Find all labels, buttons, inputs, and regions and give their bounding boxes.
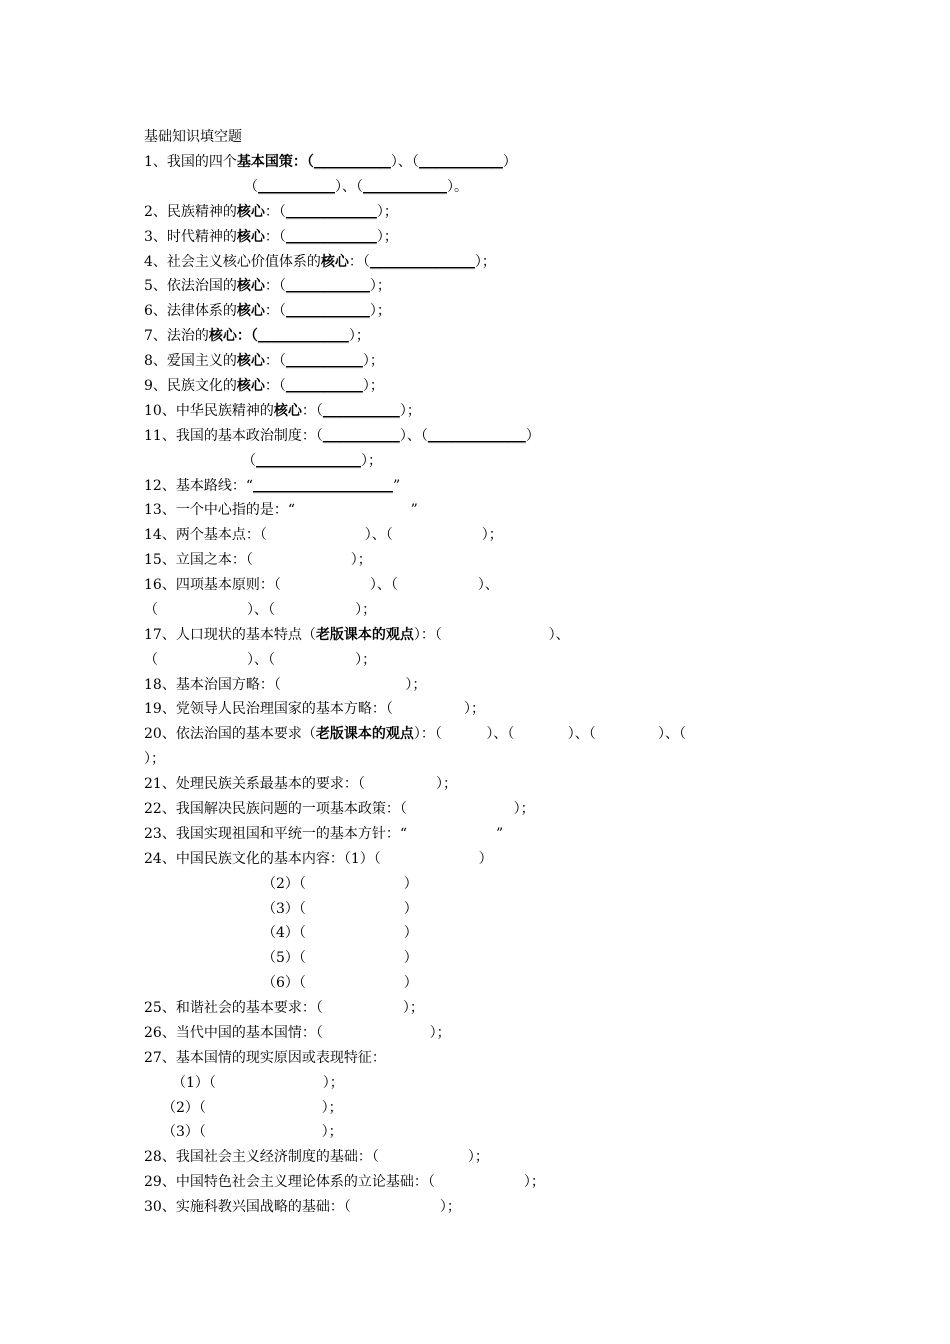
q8-blank[interactable]: ___________ <box>285 353 363 369</box>
q10-end: ）； <box>399 403 421 419</box>
question-1 <box>144 153 517 171</box>
question-17-cont: （ ）、（ ）； <box>144 652 377 668</box>
question-5 <box>144 277 391 295</box>
question-19: 19、党领导人民治理国家的基本方略：（ ）； <box>144 701 486 717</box>
q2-bold: 核心 <box>236 204 265 220</box>
question-21: 21、处理民族关系最基本的要求：（ ）； <box>144 776 458 792</box>
q1-blank-3[interactable]: ___________ <box>258 179 335 195</box>
question-23: 23、我国实现祖国和平统一的基本方针：“ ” <box>144 826 504 842</box>
q8-text: 8、爱国主义的 <box>144 353 237 369</box>
q4-bold: 核心 <box>320 254 349 270</box>
q12-text: 12、基本路线：“ <box>144 478 253 494</box>
q10-blank[interactable]: ___________ <box>322 403 400 419</box>
q1-bold: 基本国策 <box>236 154 293 170</box>
question-24-item-4: （4）（ ） <box>262 925 418 941</box>
q4-colon: ：（ <box>348 254 370 270</box>
question-6 <box>144 302 391 320</box>
q11-blank-3[interactable]: _______________ <box>256 453 361 469</box>
q9-text: 9、民族文化的 <box>144 378 237 394</box>
q20-bold: 老版课本的观点 <box>315 726 414 742</box>
question-24: 24、中国民族文化的基本内容：（1）（ ） <box>144 851 493 867</box>
q6-end: ）； <box>369 303 391 319</box>
question-25: 25、和谐社会的基本要求：（ ）； <box>144 1000 424 1016</box>
q3-blank[interactable]: _____________ <box>285 229 377 245</box>
question-16: 16、四项基本原则：（ ）、（ ）、 <box>144 577 499 593</box>
q1-blank-2[interactable]: ____________ <box>418 154 503 170</box>
q20-rest: ）：（ ）、（ ）、（ ）、（ <box>413 726 687 742</box>
q10-text: 10、中华民族精神的 <box>144 403 274 419</box>
q2-text: 2、民族精神的 <box>144 204 237 220</box>
q3-end: ）； <box>376 229 398 245</box>
q1-open-2: （ <box>244 179 258 195</box>
q17-bold: 老版课本的观点 <box>315 627 414 643</box>
q11-sep: ）、（ <box>399 428 428 444</box>
question-27: 27、基本国情的现实原因或表现特征： <box>144 1050 386 1066</box>
question-20 <box>144 725 686 743</box>
q6-text: 6、法律体系的 <box>144 303 237 319</box>
q9-colon: ：（ <box>264 378 286 394</box>
question-9 <box>144 377 384 395</box>
question-11-cont <box>242 452 382 470</box>
q7-text: 7、法治的 <box>144 328 209 344</box>
q7-blank[interactable]: _____________ <box>257 328 349 344</box>
question-24-item-2: （2）（ ） <box>262 876 418 892</box>
question-16-cont: （ ）、（ ）； <box>144 602 377 618</box>
q3-text: 3、时代精神的 <box>144 229 237 245</box>
q11-close: ） <box>525 428 540 444</box>
question-4 <box>144 253 496 271</box>
question-3 <box>144 228 398 246</box>
q1-blank-4[interactable]: ____________ <box>363 179 447 195</box>
q9-blank[interactable]: ___________ <box>285 378 363 394</box>
question-14: 14、两个基本点：（ ）、（ ）； <box>144 527 503 543</box>
q5-end: ）； <box>369 278 391 294</box>
q17-text: 17、人口现状的基本特点（ <box>144 627 316 643</box>
q1-text: 1、我国的四个 <box>144 154 237 170</box>
question-26: 26、当代中国的基本国情：（ ）； <box>144 1025 451 1041</box>
q17-rest: ）：（ ）、 <box>413 627 570 643</box>
q9-bold: 核心 <box>236 378 265 394</box>
q9-end: ）； <box>362 378 384 394</box>
question-2 <box>144 203 398 221</box>
q7-end: ）； <box>348 328 370 344</box>
q6-colon: ：（ <box>264 303 286 319</box>
q7-bold: 核心 <box>208 328 237 344</box>
q11-blank-1[interactable]: ___________ <box>322 428 400 444</box>
question-12 <box>144 477 400 495</box>
q5-bold: 核心 <box>236 278 265 294</box>
q20-text: 20、依法治国的基本要求（ <box>144 726 316 742</box>
q8-colon: ：（ <box>264 353 286 369</box>
q5-colon: ：（ <box>264 278 286 294</box>
q1-sep-2: ）、（ <box>335 179 363 195</box>
q12-blank[interactable]: ____________________ <box>252 478 393 494</box>
question-27-item-1: （1）（ ）； <box>172 1075 344 1091</box>
q1-sep: ）、（ <box>390 154 419 170</box>
question-24-item-6: （6）（ ） <box>262 975 418 991</box>
question-7 <box>144 327 370 345</box>
question-11 <box>144 427 540 445</box>
question-20-cont: ）； <box>144 751 165 767</box>
question-24-item-5: （5）（ ） <box>262 950 418 966</box>
question-22: 22、我国解决民族问题的一项基本政策：（ ）； <box>144 801 535 817</box>
q1-colon: ：（ <box>292 154 314 170</box>
q11-end: ）； <box>361 453 382 469</box>
question-24-item-3: （3）（ ） <box>262 901 418 917</box>
page-title: 基础知识填空题 <box>144 129 242 145</box>
question-29: 29、中国特色社会主义理论体系的立论基础：（ ）； <box>144 1174 545 1190</box>
question-17 <box>144 626 570 644</box>
q3-colon: ：（ <box>264 229 286 245</box>
q4-blank[interactable]: _______________ <box>369 254 475 270</box>
q10-bold: 核心 <box>273 403 302 419</box>
question-8 <box>144 352 384 370</box>
question-18: 18、基本治国方略：（ ）； <box>144 677 427 693</box>
question-27-item-2: （2）（ ）； <box>162 1100 343 1116</box>
question-30: 30、实施科教兴国战略的基础：（ ）； <box>144 1199 461 1215</box>
q3-bold: 核心 <box>236 229 265 245</box>
q1-close: ） <box>502 154 517 170</box>
q11-open-2: （ <box>242 453 256 469</box>
q5-text: 5、依法治国的 <box>144 278 237 294</box>
question-10 <box>144 402 421 420</box>
q11-blank-2[interactable]: ______________ <box>427 428 526 444</box>
q5-blank[interactable]: ____________ <box>285 278 370 294</box>
q6-blank[interactable]: ____________ <box>285 303 370 319</box>
question-15: 15、立国之本：（ ）； <box>144 552 372 568</box>
question-28: 28、我国社会主义经济制度的基础：（ ）； <box>144 1149 489 1165</box>
question-27-item-3: （3）（ ）； <box>162 1124 343 1140</box>
q6-bold: 核心 <box>236 303 265 319</box>
q1-end: ）。 <box>447 179 468 195</box>
q2-blank[interactable]: _____________ <box>285 204 377 220</box>
q8-end: ）； <box>362 353 384 369</box>
q8-bold: 核心 <box>236 353 265 369</box>
q4-end: ）； <box>474 254 496 270</box>
q2-end: ）； <box>376 204 398 220</box>
q2-colon: ：（ <box>264 204 286 220</box>
q10-colon: ：（ <box>301 403 323 419</box>
q1-blank-1[interactable]: ___________ <box>313 154 391 170</box>
q11-text: 11、我国的基本政治制度：（ <box>144 428 323 444</box>
q12-end: ” <box>392 478 401 494</box>
q4-text: 4、社会主义核心价值体系的 <box>144 254 321 270</box>
question-1-cont <box>244 178 468 196</box>
question-13: 13、一个中心指的是：“ ” <box>144 502 418 518</box>
q7-colon: ：（ <box>236 328 258 344</box>
